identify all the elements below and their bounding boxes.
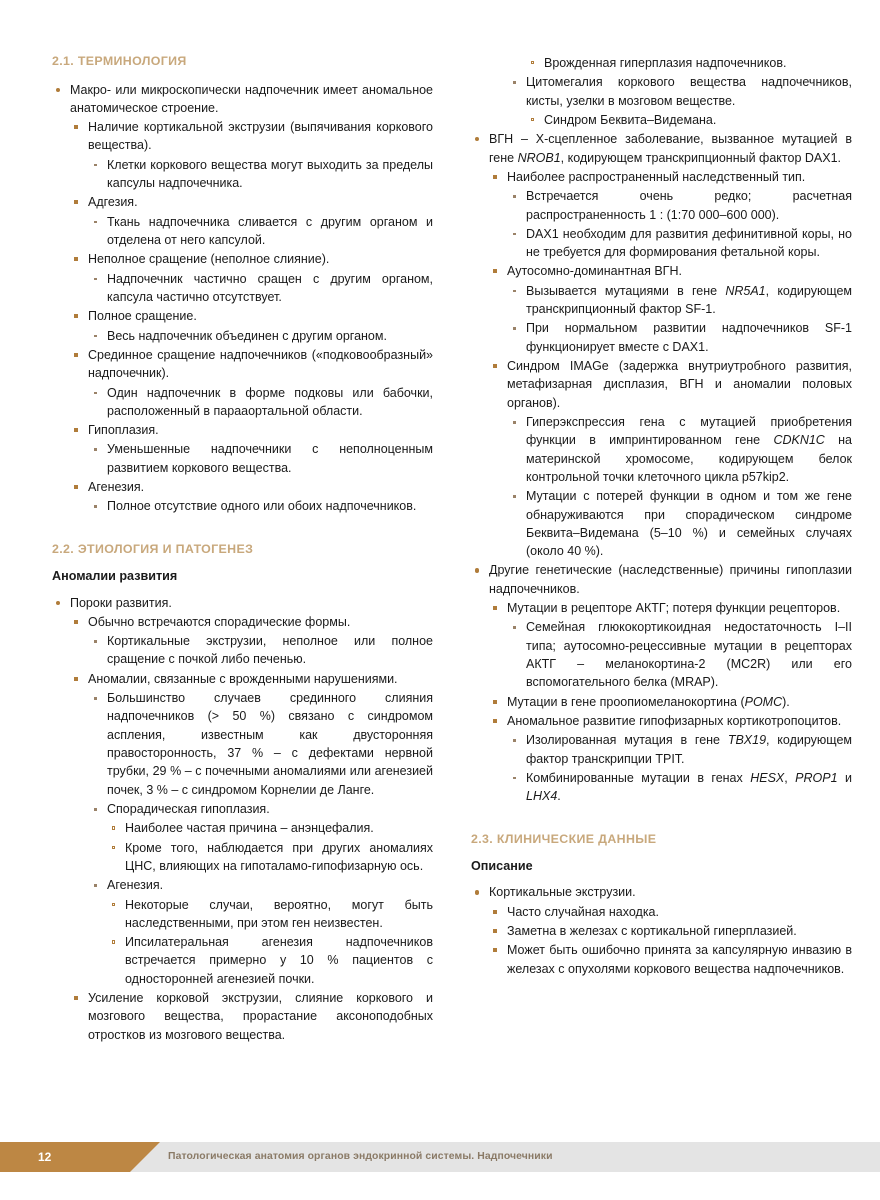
list-item: [471, 618, 852, 691]
list-item-text: Синдром Беквита–Видемана.: [544, 112, 717, 127]
list-item: [471, 712, 852, 730]
list-item-text: Комбинированные мутации в генах HESX, PROP1 и LHX4.: [526, 770, 852, 804]
list-item-text: Агенезия.: [88, 480, 145, 495]
list-item: [52, 933, 433, 988]
section-heading-etiology: 2.2. ЭТИОЛОГИЯ И ПАТОГЕНЕЗ: [52, 541, 254, 556]
list-item-text: Ипсилатеральная агенезия надпочечников встречается примерно у 10 % пациентов с односторонней агенезией почки.: [125, 935, 433, 986]
list-item: [52, 307, 433, 325]
list-item: [471, 922, 852, 940]
list-item-text: Наличие кортикальной экструзии (выпячивания коркового вещества).: [88, 120, 433, 153]
list-item: [52, 478, 433, 496]
list-item-text: Надпочечник частично сращен с другим органом, капсула частично отсутствует.: [107, 271, 433, 304]
list-item-text: Пороки развития.: [70, 595, 172, 610]
list-item: [52, 896, 433, 933]
list-item: [471, 357, 852, 412]
list-item-text: Один надпочечник в форме подковы или бабочки, расположенный в парааортальной области.: [107, 385, 433, 418]
list-item: [52, 800, 433, 818]
list-item-text: Цитомегалия коркового вещества надпочечников, кисты, узелки в мозговом веществе.: [526, 75, 852, 108]
list-item-text: Спорадическая гипоплазия.: [107, 801, 270, 816]
list-item-text: Мутации в рецепторе АКТГ; потеря функции рецепторов.: [507, 601, 841, 616]
list-item-text: Наиболее распространенный наследственный тип.: [507, 169, 806, 184]
list-item-text: Мутации в гене проопиомеланокортина (POMC).: [507, 694, 790, 709]
subheading-developmental-anomalies: Аномалии развития: [52, 569, 178, 584]
list-item-text: Мутации с потерей функции в одном и том же гене обнаруживаются при спорадическом синдроме Беквита–Видемана (5–10 %) и семейных случаях (около 40 %).: [526, 489, 852, 559]
list-item: [471, 282, 852, 319]
list-item: [471, 903, 852, 921]
list-item-text: Наиболее частая причина – анэнцефалия.: [125, 821, 374, 836]
list-item-text: Большинство случаев срединного слияния надпочечников (> 50 %) связано с синдромом аспления, известным как двусторонняя правосторонность, 37 % – с дефектами нервной трубки, 29 % – с почечными аномалиями или агенезией почек, 3 % – с синдромом Корнелии де Ланге.: [107, 691, 433, 797]
list-item: [52, 118, 433, 155]
list-item: [471, 319, 852, 356]
list-item-text: Заметна в железах с кортикальной гиперплазией.: [507, 923, 797, 938]
list-item-text: Аномальное развитие гипофизарных кортикотропоцитов.: [507, 713, 842, 728]
two-column-body: [0, 54, 880, 1045]
list-item-text: Встречается очень редко; расчетная распространенность 1 : (1:70 000–600 000).: [526, 189, 852, 222]
list-item: [471, 54, 852, 72]
list-item-text: Полное отсутствие одного или обоих надпочечников.: [107, 499, 417, 514]
list-item: [52, 384, 433, 421]
list-item: [471, 73, 852, 110]
list-item: [471, 693, 852, 711]
list-item: [471, 225, 852, 262]
list-item-text: Вызывается мутациями в гене NR5A1, кодирующем транскрипционный фактор SF-1.: [526, 283, 853, 317]
list-item: [52, 670, 433, 688]
list-item: [52, 421, 433, 439]
list-item-text: Срединное сращение надпочечников («подковообразный» надпочечник).: [88, 347, 433, 381]
list-item: [471, 883, 852, 901]
list-item-text: Весь надпочечник объединен с другим органом.: [107, 328, 387, 343]
list-item-text: Кортикальные экструзии, неполное или полное сращение с почкой либо печенью.: [107, 634, 433, 667]
list-item-text: Другие генетические (наследственные) причины гипоплазии надпочечников.: [489, 563, 852, 596]
page-footer: [0, 1142, 880, 1172]
list-item: [52, 613, 433, 631]
list-item: [52, 839, 433, 876]
list-item-text: Клетки коркового вещества могут выходить за пределы капсулы надпочечника.: [107, 157, 433, 191]
list-item: [52, 193, 433, 211]
list-item-text: Кортикальные экструзии.: [489, 885, 636, 900]
list-item-text: Макро- или микроскопически надпочечник имеет аномальное анатомическое строение.: [70, 82, 433, 115]
list-item: [52, 876, 433, 894]
list-item-text: Некоторые случаи, вероятно, могут быть наследственными, при этом ген неизвестен.: [125, 897, 433, 930]
list-item: [471, 561, 852, 598]
list-item: [471, 262, 852, 280]
list-item: [471, 130, 852, 167]
list-item: [52, 250, 433, 268]
list-clinical-description: [471, 883, 852, 978]
list-item: [52, 327, 433, 345]
footer-book-title: Патологическая анатомия органов эндокринной системы. Надпочечники: [168, 1151, 553, 1162]
page-number: 12: [38, 1150, 52, 1164]
list-item: [52, 156, 433, 193]
list-item-text: Кроме того, наблюдается при других аномалиях ЦНС, влияющих на гипоталамо-гипофизарную ось.: [125, 840, 433, 873]
section-heading-terminology: 2.1. ТЕРМИНОЛОГИЯ: [52, 54, 187, 68]
list-item: [52, 689, 433, 799]
list-item-text: Обычно встречаются спорадические формы.: [88, 614, 351, 629]
list-item-text: Может быть ошибочно принята за капсулярную инвазию в железах с опухолями коркового вещества надпочечников.: [507, 943, 852, 976]
list-item-text: Ткань надпочечника сливается с другим органом и отделена от него капсулой.: [107, 214, 433, 247]
list-item-text: Аутосомно-доминантная ВГН.: [507, 264, 682, 279]
list-item: [52, 497, 433, 515]
list-item-text: Гипоплазия.: [88, 423, 159, 438]
list-item: [471, 599, 852, 617]
list-terminology: [52, 81, 433, 516]
list-item: [471, 413, 852, 486]
list-genetics-continued: [471, 54, 852, 806]
list-item-text: Полное сращение.: [88, 309, 197, 324]
list-item: [471, 187, 852, 224]
list-item: [52, 819, 433, 837]
list-item: [471, 111, 852, 129]
list-item-text: Неполное сращение (неполное слияние).: [88, 252, 330, 267]
list-item-text: Часто случайная находка.: [507, 904, 659, 919]
list-item: [471, 168, 852, 186]
list-item-text: При нормальном развитии надпочечников SF-1 функционирует вместе с DAX1.: [526, 321, 852, 354]
subheading-description: Описание: [471, 859, 533, 873]
list-item-text: Аномалии, связанные с врожденными нарушениями.: [88, 671, 398, 686]
right-column: [471, 54, 852, 1045]
list-etiology: [52, 594, 433, 1045]
list-item-text: Усиление корковой экструзии, слияние коркового и мозгового вещества, прорастание аксоноподобных отростков из мозгового вещества.: [88, 991, 433, 1042]
list-item: [471, 769, 852, 806]
list-item: [52, 81, 433, 118]
list-item: [52, 270, 433, 307]
list-item-text: Синдром IMAGe (задержка внутриутробного развития, метафизарная дисплазия, ВГН и аномалии половых органов).: [507, 359, 852, 410]
list-item-text: Уменьшенные надпочечники с неполноценным развитием коркового вещества.: [107, 442, 433, 475]
list-item-text: Адгезия.: [88, 195, 138, 210]
list-item-text: Семейная глюкокортикоидная недостаточность I–II типа; аутосомно-рецессивные мутации в рецепторах АКТГ – меланокортина-2 (MC2R) или его вспомогательного белка (MRAP).: [526, 620, 852, 690]
list-item-text: ВГН – Х-сцепленное заболевание, вызванное мутацией в гене NROB1, кодирующем транскрипционный фактор DAX1.: [489, 132, 852, 165]
list-item-text: Агенезия.: [107, 878, 164, 893]
list-item: [52, 632, 433, 669]
list-item-text: Врожденная гиперплазия надпочечников.: [544, 56, 787, 70]
list-item: [52, 594, 433, 612]
list-item-text: Изолированная мутация в гене TBX19, кодирующем фактор транскрипции TPIT.: [526, 733, 853, 766]
list-item: [52, 346, 433, 383]
list-item: [52, 989, 433, 1044]
left-column: [52, 54, 433, 1045]
list-item: [471, 731, 852, 768]
list-item: [52, 440, 433, 477]
list-item: [471, 941, 852, 978]
list-item: [471, 487, 852, 560]
section-heading-clinical-data: 2.3. КЛИНИЧЕСКИЕ ДАННЫЕ: [471, 831, 657, 846]
list-item-text: Гиперэкспрессия гена с мутацией приобретения функции в импринтированном гене CDKN1C на материнской хромосоме, кодирующем белок контрольной точки клеточного цикла p57kip2.: [526, 414, 852, 484]
list-item-text: DAX1 необходим для развития дефинитивной коры, но не требуется для формирования фетальной коры.: [526, 226, 852, 260]
list-item: [52, 213, 433, 250]
